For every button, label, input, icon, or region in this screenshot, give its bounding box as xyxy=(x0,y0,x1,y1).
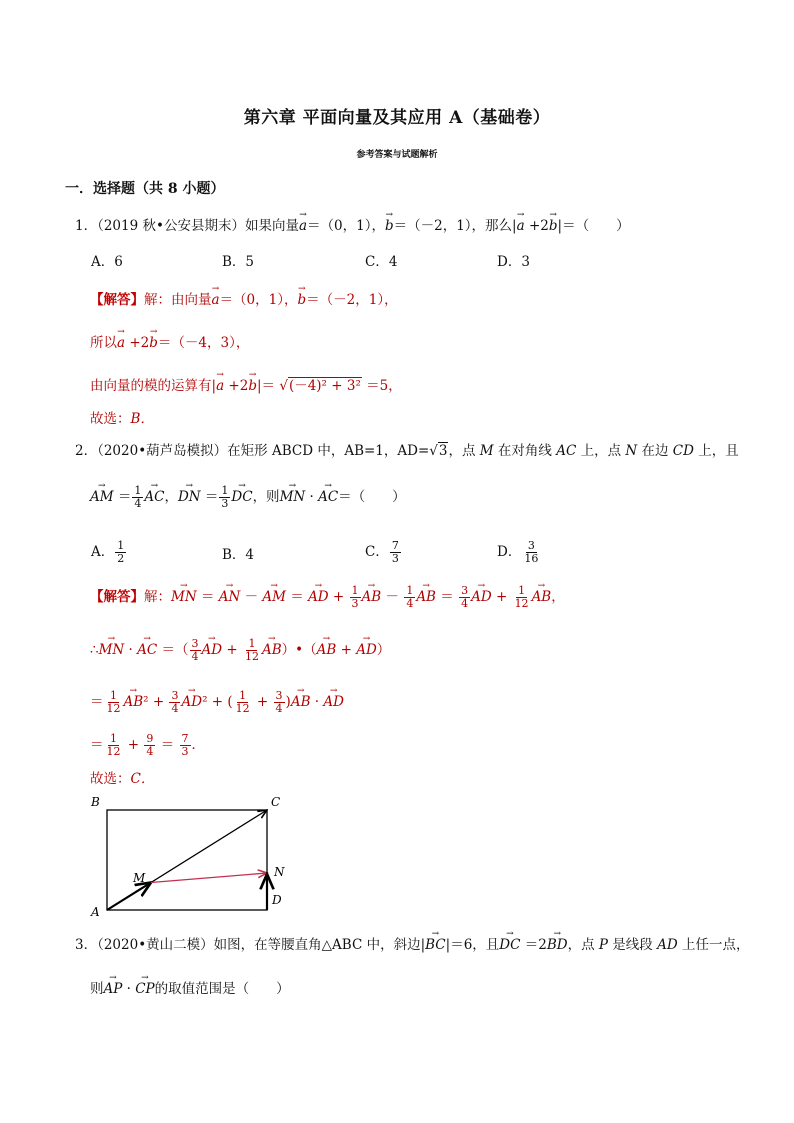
q2-solution-line2: ∴→ MN · → AC ＝（ $\frac{3}{4}$ → AD + $\frac{1}{12}$ → AB）•（→ AB + → AD） xyxy=(90,638,390,663)
option-c: C．4 xyxy=(365,254,398,270)
option-a: A． $\frac{1}{2}$ xyxy=(91,539,125,565)
label-b: B xyxy=(91,795,100,809)
q2-solution-line4: ＝ $\frac{1}{12}$ + $\frac{9}{4}$ ＝ $\frac{7}{3}$ ． xyxy=(90,732,205,758)
question-2-condition: → AM ＝ $\frac{1}{4}$ → AC，→ DN ＝ $\frac{1}{3}$ → DC，则→ MN · → AC＝（ ） xyxy=(90,485,406,510)
page-title: 第六章 平面向量及其应用 A（基础卷） xyxy=(243,108,551,128)
option-c: C． $\frac{7}{3}$ xyxy=(365,539,399,565)
question-number: 2． xyxy=(75,443,98,459)
question-1-stem: 1．（2019 秋•公安县期末）如果向量→ a＝（0，1），→ b＝（－2，1），那么|→ a +2→ b|＝（ ） xyxy=(75,217,630,235)
vector-mn xyxy=(151,873,267,883)
question-2-stem: 2．（2020•葫芦岛模拟）在矩形 ABCD 中，AB=1，AD=√3，点 M 在对角线 AC 上，点 N 在边 CD 上，且 xyxy=(75,443,739,459)
rectangle-figure xyxy=(85,790,295,920)
question-3-line2: 则→ AP · → CP的取值范围是（ ） xyxy=(90,980,290,998)
option-a: A．6 xyxy=(91,254,123,270)
answer-letter: C． xyxy=(130,771,155,787)
q1-answer: 故选：B． xyxy=(90,411,154,427)
label-c: C xyxy=(271,795,281,809)
label-a: A xyxy=(91,905,100,919)
label-m: M xyxy=(133,871,146,885)
answer-letter: B． xyxy=(130,411,154,427)
page-subtitle: 参考答案与试题解析 xyxy=(356,150,438,160)
question-source: （2019 秋•公安县期末）如果向量 xyxy=(97,218,299,234)
option-b: B．5 xyxy=(222,254,255,270)
question-3-stem: 3．（2020•黄山二模）如图，在等腰直角△ABC 中，斜边|→ BC|＝6，且→ DC ＝2→ BD，点 P 是线段 AD 上任一点， xyxy=(75,936,749,954)
vector-am xyxy=(107,883,151,911)
q2-solution-line3: ＝ $\frac{1}{12}$ → AB² + $\frac{3}{4}$ → AD² + ( $\frac{1}{12}$ + $\frac{3}{4}$ )→ AB · → AD xyxy=(90,690,344,715)
solution-tag: 【解答】 xyxy=(90,292,144,308)
q2-answer: 故选：C． xyxy=(90,771,155,787)
label-d: D xyxy=(272,893,282,907)
q1-solution-line3: 由向量的模的运算有|→ a +2→ b|＝ √(－4)² + 3² ＝5， xyxy=(90,377,402,395)
q1-solution-line2: 所以→ a +2→ b＝（－4，3）， xyxy=(90,334,249,352)
option-d: D．3 xyxy=(497,254,530,270)
option-b: B．4 xyxy=(222,547,255,563)
option-d: D． $\frac{3}{16}$ xyxy=(497,539,539,565)
label-n: N xyxy=(274,865,285,879)
question-source: （2020•黄山二模）如图，在等腰直角△ABC 中，斜边| xyxy=(97,937,426,953)
question-number: 3． xyxy=(75,937,98,953)
q2-solution-line1: 【解答】解：→ MN ＝ → AN － → AM ＝ → AD + $\frac{1}{3}$ → AB － $\frac{1}{4}$ → AB ＝ $\frac{3}{4}$ → AD + $\frac{1}{12}$ → AB， xyxy=(90,585,565,610)
section-heading: 一．选择题（共 8 小题） xyxy=(65,181,225,197)
question-number: 1． xyxy=(75,218,98,234)
q1-solution-line1: 【解答】解：由向量→ a＝（0，1），→ b＝（－2，1）， xyxy=(90,291,398,309)
question-source: （2020•葫芦岛模拟）在矩形 ABCD 中，AB=1，AD= xyxy=(97,443,430,459)
solution-tag: 【解答】 xyxy=(90,589,144,605)
